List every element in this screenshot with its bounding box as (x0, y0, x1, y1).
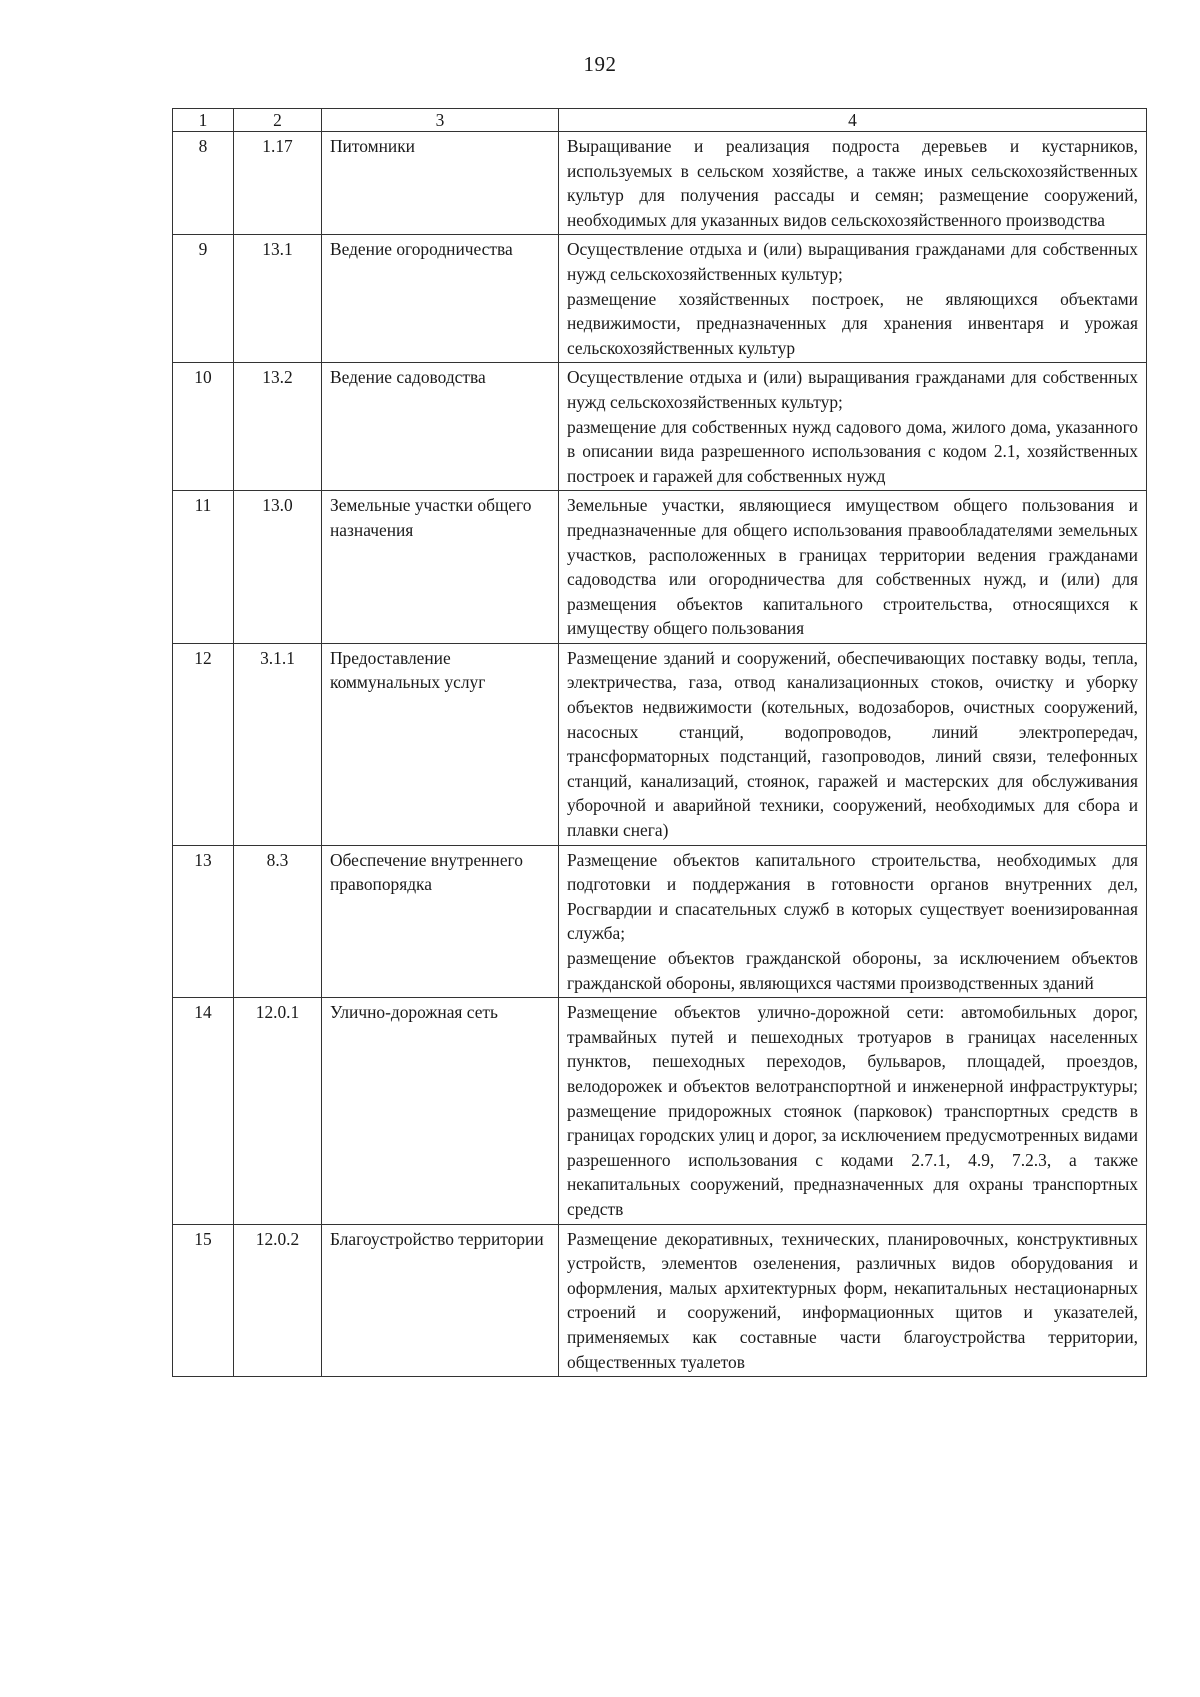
row-number: 9 (173, 235, 234, 363)
table-row (173, 998, 1147, 1224)
description-paragraph: Размещение зданий и сооружений, обеспечивающих поставку воды, тепла, электричества, газа, отвод канализационных стоков, очистку и уборку объектов недвижимости (котельных, водозаборов, очистных сооружений, насосных станций, водопроводов, линий электропередач, трансформаторных подстанций, газопроводов, линий связи, телефонных станций, канализаций, стоянок, гаражей и мастерских для обслуживания уборочной и аварийной техники, сооружений, необходимых для сбора и плавки снега) (567, 647, 1138, 841)
use-name: Предоставление коммунальных услуг (322, 643, 559, 845)
table-header-row (173, 109, 1147, 132)
use-code: 13.2 (234, 363, 322, 491)
description-paragraph: Осуществление отдыха и (или) выращивания гражданами для собственных нужд сельскохозяйственных культур; (567, 367, 1138, 412)
use-code: 3.1.1 (234, 643, 322, 845)
description-paragraph: размещение для собственных нужд садового дома, жилого дома, указанного в описании вида разрешенного использования с кодом 2.1, хозяйственных построек и гаражей для собственных нужд (567, 416, 1138, 486)
description-paragraph: Размещение объектов улично-дорожной сети: автомобильных дорог, трамвайных путей и пешеходных тротуаров в границах населенных пунктов, пешеходных переходов, бульваров, площадей, проездов, велодорожек и объектов велотранспортной и инженерной инфраструктуры; размещение придорожных стоянок (парковок) транспортных средств в границах городских улиц и дорог, за исключением предусмотренных видами разрешенного использования с кодами 2.7.1, 4.9, 7.2.3, а также некапитальных сооружений, предназначенных для охраны транспортных средств (567, 1002, 1138, 1219)
description-paragraph: размещение объектов гражданской обороны, за исключением объектов гражданской обороны, являющихся частями производственных зданий (567, 948, 1138, 993)
table-body (173, 109, 1147, 1377)
row-number: 14 (173, 998, 234, 1224)
table-row (173, 1224, 1147, 1377)
description-paragraph: Размещение декоративных, технических, планировочных, конструктивных устройств, элементов озеленения, различных видов оборудования и оформления, малых архитектурных форм, некапитальных нестационарных строений и сооружений, информационных щитов и указателей, применяемых как составные части благоустройства территории, общественных туалетов (567, 1228, 1138, 1372)
table-row (173, 235, 1147, 363)
description-paragraph: Выращивание и реализация подроста деревьев и кустарников, используемых в сельском хозяйстве, а также иных сельскохозяйственных культур для получения рассады и семян; размещение сооружений, необходимых для указанных видов сельскохозяйственного производства (567, 136, 1138, 230)
description-paragraph: Земельные участки, являющиеся имуществом общего пользования и предназначенные для общего использования правообладателями земельных участков, расположенных в границах территории ведения гражданами садоводства или огородничества для собственных нужд, и (или) для размещения объектов капитального строительства, относящихся к имуществу общего пользования (567, 495, 1138, 639)
use-description (559, 491, 1147, 644)
row-number: 13 (173, 845, 234, 998)
use-name: Ведение огородничества (322, 235, 559, 363)
table-row (173, 132, 1147, 235)
table-row (173, 491, 1147, 644)
use-description (559, 1224, 1147, 1377)
use-code: 13.0 (234, 491, 322, 644)
use-code: 8.3 (234, 845, 322, 998)
header-cell-2: 2 (234, 109, 322, 132)
row-number: 12 (173, 643, 234, 845)
use-code: 13.1 (234, 235, 322, 363)
description-paragraph: Размещение объектов капитального строительства, необходимых для подготовки и поддержания в готовности органов внутренних дел, Росгвардии и спасательных служб в которых существует военизированная служба; (567, 849, 1138, 944)
row-number: 15 (173, 1224, 234, 1377)
header-cell-4: 4 (559, 109, 1147, 132)
row-number: 11 (173, 491, 234, 644)
use-description (559, 235, 1147, 363)
use-name: Улично-дорожная сеть (322, 998, 559, 1224)
table-row (173, 363, 1147, 491)
use-description (559, 643, 1147, 845)
use-code: 1.17 (234, 132, 322, 235)
table-row (173, 845, 1147, 998)
page-number: 192 (583, 52, 617, 76)
use-name: Питомники (322, 132, 559, 235)
use-description (559, 132, 1147, 235)
row-number: 8 (173, 132, 234, 235)
header-cell-1: 1 (173, 109, 234, 132)
table-row (173, 643, 1147, 845)
use-name: Ведение садоводства (322, 363, 559, 491)
use-code: 12.0.2 (234, 1224, 322, 1377)
use-name: Земельные участки общего назначения (322, 491, 559, 644)
description-paragraph: размещение хозяйственных построек, не являющихся объектами недвижимости, предназначенных для хранения инвентаря и урожая сельскохозяйственных культур (567, 288, 1138, 358)
header-cell-3: 3 (322, 109, 559, 132)
use-description (559, 363, 1147, 491)
row-number: 10 (173, 363, 234, 491)
land-use-table (172, 108, 1147, 1377)
description-paragraph: Осуществление отдыха и (или) выращивания гражданами для собственных нужд сельскохозяйственных культур; (567, 239, 1138, 284)
use-name: Благоустройство территории (322, 1224, 559, 1377)
use-description (559, 998, 1147, 1224)
use-code: 12.0.1 (234, 998, 322, 1224)
use-name: Обеспечение внутреннего правопорядка (322, 845, 559, 998)
use-description (559, 845, 1147, 998)
